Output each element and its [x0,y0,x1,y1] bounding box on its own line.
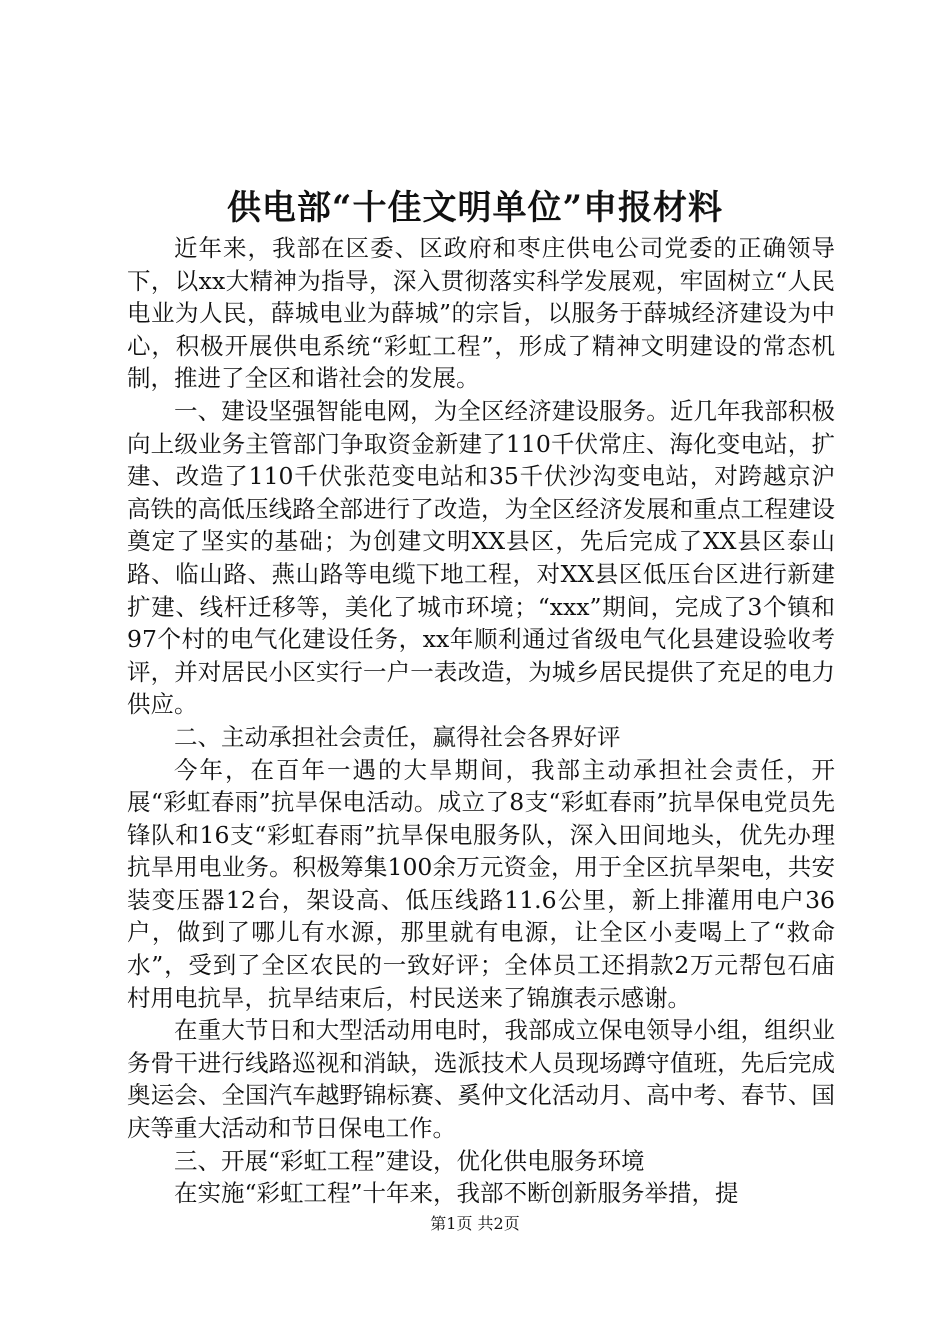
paragraph-intro: 近年来，我部在区委、区政府和枣庄供电公司党委的正确领导下，以xx大精神为指导，深入贯彻落实科学发展观，牢固树立“人民电业为人民，薛城电业为薛城”的宗旨，以服务于薛城经济建设为中心，积极开展供电系统“彩虹工程”，形成了精神文明建设的常态机制，推进了全区和谐社会的发展。 [127,234,835,393]
paragraph-rainbow-project: 在实施“彩虹工程”十年来，我部不断创新服务举措，提 [174,1179,739,1208]
document-title: 供电部“十佳文明单位”申报材料 [226,188,724,228]
paragraph-section-1: 一、建设坚强智能电网，为全区经济建设服务。近几年我部积极向上级业务主管部门争取资金新建了110千伏常庄、海化变电站，扩建、改造了110千伏张范变电站和35千伏沙沟变电站，对跨越京沪高铁的高低压线路全部进行了改造，为全区经济发展和重点工程建设奠定了坚实的基础；为创建文明XX县区，先后完成了XX县区泰山路、临山路、燕山路等电缆下地工程，对XX县区低压台区进行新建扩建、线杆迁移等，美化了城市环境；“xxx”期间，完成了3个镇和97个村的电气化建设任务，xx年顺利通过省级电气化县建设验收考评，并对居民小区实行一户一表改造，为城乡居民提供了充足的电力供应。 [127,396,835,719]
section-heading-2: 二、主动承担社会责任，赢得社会各界好评 [174,722,621,751]
paragraph-drought-relief: 今年，在百年一遇的大旱期间，我部主动承担社会责任，开展“彩虹春雨”抗旱保电活动。成立了8支“彩虹春雨”抗旱保电党员先锋队和16支“彩虹春雨”抗旱保电服务队，深入田间地头，优先办理抗旱用电业务。积极筹集100余万元资金，用于全区抗旱架电，共安装变压器12台，架设高、低压线路11.6公里，新上排灌用电户36户，做到了哪儿有水源，那里就有电源，让全区小麦喝上了“救命水”，受到了全区农民的一致好评；全体员工还捐款2万元帮包石庙村用电抗旱，抗旱结束后，村民送来了锦旗表示感谢。 [127,755,835,1012]
document-body [127,232,835,1210]
section-heading-3: 三、开展“彩虹工程”建设，优化供电服务环境 [174,1146,645,1175]
paragraph-event-power: 在重大节日和大型活动用电时，我部成立保电领导小组，组织业务骨干进行线路巡视和消缺，选派技术人员现场蹲守值班，先后完成奥运会、全国汽车越野锦标赛、奚仲文化活动月、高中考、春节、国庆等重大活动和节日保电工作。 [127,1016,835,1143]
page-number-footer: 第1页 共2页 [430,1214,520,1233]
